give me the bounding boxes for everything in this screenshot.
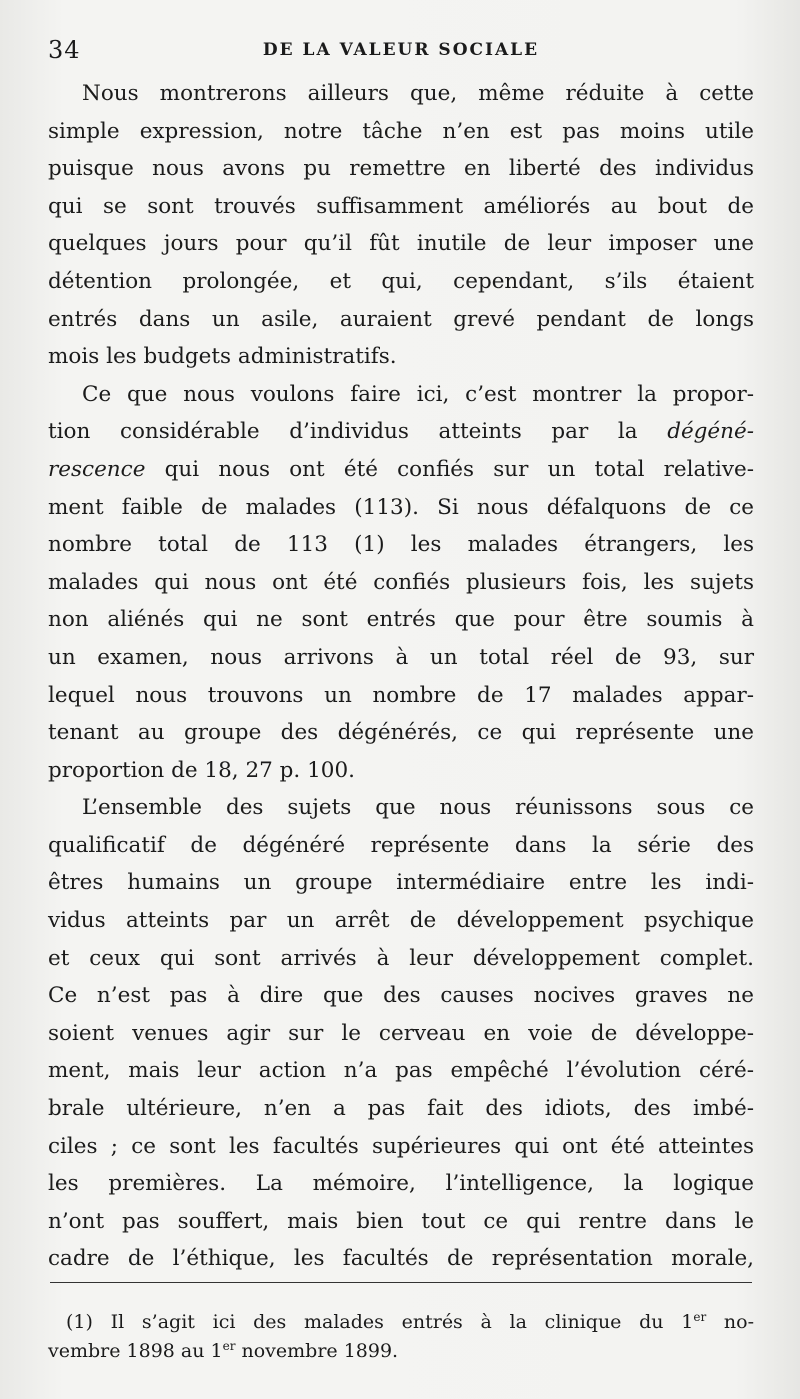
text-line: mois les budgets administratifs. <box>48 344 397 370</box>
footnote-text: no- <box>706 1311 754 1333</box>
text-line: et ceux qui sont arrivés à leur développement complet. <box>48 945 754 971</box>
text-line: tenant au groupe des dégénérés, ce qui représente une <box>48 720 754 746</box>
ordinal-suffix: er <box>222 1339 236 1353</box>
text-line: proportion de 18, 27 p. 100. <box>48 757 355 783</box>
text-line: détention prolongée, et qui, cependant, s’ils étaient <box>48 268 754 294</box>
text-line <box>48 451 754 489</box>
page-header <box>48 36 754 66</box>
text-line: vidus atteints par un arrêt de développement psychique <box>48 908 754 934</box>
text-line: entrés dans un asile, auraient grevé pendant de longs <box>48 306 754 332</box>
footnote-text: novembre 1899. <box>235 1340 399 1362</box>
italic-term: dégéné- <box>667 419 754 445</box>
text-line: n’ont pas souffert, mais bien tout ce qui rentre dans le <box>48 1208 754 1234</box>
footnote-line <box>48 1337 754 1366</box>
running-title: DE LA VALEUR SOCIALE <box>262 40 540 60</box>
footnote-text: (1) Il s’agit ici des malades entrés à la clinique du 1 <box>66 1311 694 1333</box>
text-line: brale ultérieure, n’en a pas fait des idiots, des imbé- <box>48 1096 754 1122</box>
text-line: ment, mais leur action n’a pas empêché l’évolution céré- <box>48 1058 754 1084</box>
text-line: les premières. La mémoire, l’intelligence, la logique <box>48 1171 754 1197</box>
text-line: malades qui nous ont été confiés plusieurs fois, les sujets <box>48 569 754 595</box>
text-line: simple expression, notre tâche n’en est pas moins utile <box>48 118 754 144</box>
text-line: lequel nous trouvons un nombre de 17 malades appar- <box>48 682 754 708</box>
ordinal-suffix: er <box>693 1310 707 1324</box>
text-line: soient venues agir sur le cerveau en voie de développe- <box>48 1020 754 1046</box>
text-line: qualificatif de dégénéré représente dans la série des <box>48 832 754 858</box>
text-line: ciles ; ce sont les facultés supérieures qui ont été atteintes <box>48 1133 754 1159</box>
text-line: êtres humains un groupe intermédiaire entre les indi- <box>48 870 754 896</box>
text-line: non aliénés qui ne sont entrés que pour être soumis à <box>48 607 754 633</box>
text-line: ment faible de malades (113). Si nous défalquons de ce <box>48 494 754 520</box>
body-text <box>48 75 754 1278</box>
text-line: qui se sont trouvés suffisamment améliorés au bout de <box>48 193 754 219</box>
text-line: nombre total de 113 (1) les malades étrangers, les <box>48 532 754 558</box>
footnote-line <box>48 1308 754 1337</box>
footnote-text: vembre 1898 au 1 <box>48 1340 223 1362</box>
text-line: un examen, nous arrivons à un total réel de 93, sur <box>48 644 754 670</box>
text-line: cadre de l’éthique, les facultés de représentation morale, <box>48 1246 754 1272</box>
page-number: 34 <box>48 36 81 64</box>
text-line: Ce n’est pas à dire que des causes nocives graves ne <box>48 983 754 1009</box>
text-line: L’ensemble des sujets que nous réunissons sous ce <box>82 795 754 821</box>
text-line: Ce que nous voulons faire ici, c’est montrer la propor- <box>82 381 754 407</box>
text-line: quelques jours pour qu’il fût inutile de leur imposer une <box>48 231 754 257</box>
text-segment: qui nous ont été confiés sur un total relative- <box>164 456 754 482</box>
footnote-divider <box>50 1282 752 1283</box>
italic-term: rescence <box>48 456 146 482</box>
footnote <box>48 1308 754 1366</box>
text-line <box>48 413 754 451</box>
text-line: puisque nous avons pu remettre en liberté des individus <box>48 156 754 182</box>
text-segment: tion considérable d’individus atteints par la <box>48 419 638 445</box>
text-line: Nous montrerons ailleurs que, même réduite à cette <box>82 81 754 106</box>
